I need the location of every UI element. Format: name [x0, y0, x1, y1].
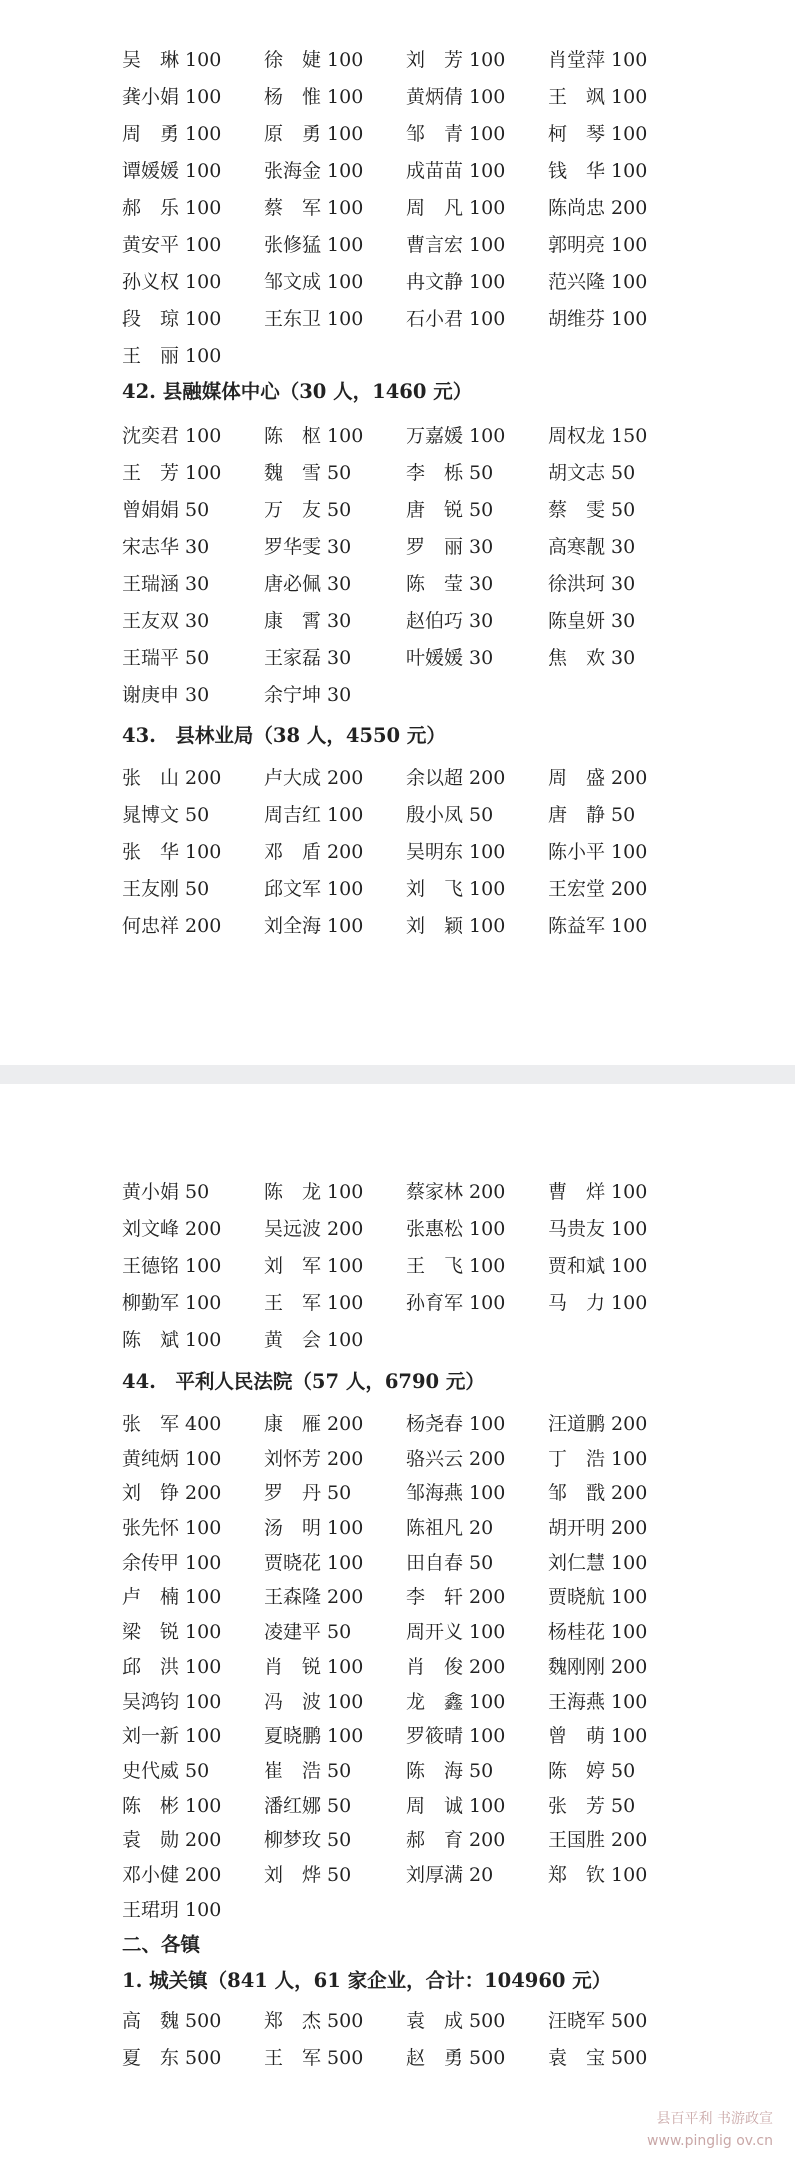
donor-entry: 余宁坤 30: [264, 684, 352, 706]
donor-entry: 郭明亮 100: [548, 234, 648, 256]
donor-entry: 魏 雪 50: [264, 462, 352, 484]
donor-entry: 骆兴云 200: [406, 1447, 506, 1470]
donor-entry: 陈 枢 100: [264, 425, 364, 447]
donor-row: [0, 1174, 795, 1211]
donor-entry: 刘 铮 200: [122, 1482, 222, 1505]
donor-row: [0, 2040, 795, 2077]
donor-entry: 梁 锐 100: [122, 1621, 222, 1644]
donor-entry: 蔡 军 100: [264, 197, 364, 219]
donor-row: [0, 338, 795, 375]
donor-entry: 王家磊 30: [264, 647, 352, 669]
donor-entry: 罗 丹 50: [264, 1482, 352, 1505]
donor-entry: 吴明东 100: [406, 841, 506, 863]
donor-row: [0, 1546, 795, 1581]
donor-entry: 陈 莹 30: [406, 573, 494, 595]
donor-row: [0, 1511, 795, 1546]
section-heading-43: 43. 县林业局（38 人，4550 元）: [122, 724, 446, 747]
donor-entry: 汪道鹏 200: [548, 1413, 648, 1435]
donor-row: [0, 1685, 795, 1720]
donor-entry: 黄小娟 50: [122, 1181, 210, 1203]
donor-row: [0, 1823, 795, 1858]
watermark-line-2: www.pinglig ov.cn: [647, 2133, 773, 2149]
donor-entry: 孙义权 100: [122, 271, 222, 293]
donor-entry: 刘怀芳 200: [264, 1447, 364, 1470]
donor-entry: 吴鸿钧 100: [122, 1690, 222, 1713]
donor-entry: 段 琼 100: [122, 308, 222, 330]
donor-row: [0, 566, 795, 603]
donor-entry: 王友刚 50: [122, 878, 210, 900]
donor-entry: 袁 宝 500: [548, 2047, 648, 2069]
donor-entry: 高 魏 500: [122, 2010, 222, 2032]
donor-entry: 陈皇妍 30: [548, 610, 636, 632]
section-heading-42: 42. 县融媒体中心（30 人，1460 元）: [122, 380, 473, 403]
donor-entry: 黄纯炳 100: [122, 1447, 222, 1470]
donor-entry: 王瑞平 50: [122, 647, 210, 669]
donor-list-continued: [0, 42, 795, 375]
donor-entry: 刘厚满 20: [406, 1863, 494, 1886]
donor-entry: 赵 勇 500: [406, 2047, 506, 2069]
donor-entry: 卢 楠 100: [122, 1586, 222, 1609]
donor-entry: 陈小平 100: [548, 841, 648, 863]
donor-entry: 刘 芳 100: [406, 49, 506, 71]
donor-entry: 徐洪珂 30: [548, 573, 636, 595]
donor-row: [0, 1285, 795, 1322]
donor-entry: 陈 龙 100: [264, 1181, 364, 1203]
donor-entry: 万 友 50: [264, 499, 352, 521]
donor-entry: 邹 青 100: [406, 123, 506, 145]
document-page-1: [0, 0, 795, 1065]
donor-entry: 肖 锐 100: [264, 1655, 364, 1678]
donor-entry: 吴远波 200: [264, 1218, 364, 1240]
donor-entry: 刘一新 100: [122, 1725, 222, 1748]
donor-entry: 刘 军 100: [264, 1255, 364, 1277]
donor-entry: 陈尚忠 200: [548, 197, 648, 219]
donor-entry: 宋志华 30: [122, 536, 210, 558]
donor-entry: 曹 烊 100: [548, 1181, 648, 1203]
donor-entry: 杨桂花 100: [548, 1621, 648, 1644]
donor-entry: 李 轩 200: [406, 1586, 506, 1609]
donor-entry: 钱 华 100: [548, 160, 648, 182]
donor-entry: 周 凡 100: [406, 197, 506, 219]
donor-entry: 冯 波 100: [264, 1690, 364, 1713]
donor-entry: 丁 浩 100: [548, 1447, 648, 1470]
donor-entry: 王德铭 100: [122, 1255, 222, 1277]
donor-entry: 殷小凤 50: [406, 804, 494, 826]
donor-entry: 郑 钦 100: [548, 1863, 648, 1886]
donor-entry: 唐 锐 50: [406, 499, 494, 521]
donor-entry: 贾晓花 100: [264, 1551, 364, 1574]
donor-entry: 袁 勋 200: [122, 1829, 222, 1852]
donor-entry: 王 飒 100: [548, 86, 648, 108]
donor-row: [0, 1322, 795, 1359]
donor-entry: 曹言宏 100: [406, 234, 506, 256]
donor-row: [0, 116, 795, 153]
donor-entry: 赵伯巧 30: [406, 610, 494, 632]
donor-entry: 周权龙 150: [548, 425, 648, 447]
donor-list-42: [0, 418, 795, 714]
donor-entry: 肖 俊 200: [406, 1655, 506, 1678]
donor-entry: 叶媛媛 30: [406, 647, 494, 669]
donor-entry: 孙育军 100: [406, 1292, 506, 1314]
donor-entry: 肖堂萍 100: [548, 49, 648, 71]
donor-row: [0, 1893, 795, 1928]
donor-entry: 史代威 50: [122, 1759, 210, 1782]
donor-entry: 龙 鑫 100: [406, 1690, 506, 1713]
donor-row: [0, 603, 795, 640]
donor-row: [0, 418, 795, 455]
donor-entry: 高寒靓 30: [548, 536, 636, 558]
donor-entry: 唐 静 50: [548, 804, 636, 826]
donor-entry: 邹海燕 100: [406, 1482, 506, 1505]
donor-entry: 夏 东 500: [122, 2047, 222, 2069]
donor-entry: 曾 萌 100: [548, 1725, 648, 1748]
donor-entry: 原 勇 100: [264, 123, 364, 145]
donor-row: [0, 797, 795, 834]
donor-row: [0, 908, 795, 945]
donor-entry: 贾晓航 100: [548, 1586, 648, 1609]
donor-row: [0, 153, 795, 190]
donor-entry: 张修猛 100: [264, 234, 364, 256]
donor-entry: 王宏堂 200: [548, 878, 648, 900]
donor-entry: 王瑞涵 30: [122, 573, 210, 595]
donor-entry: 王海燕 100: [548, 1690, 648, 1713]
donor-entry: 张 芳 50: [548, 1794, 636, 1817]
donor-entry: 刘 烨 50: [264, 1863, 352, 1886]
donor-entry: 周吉红 100: [264, 804, 364, 826]
donor-entry: 刘 飞 100: [406, 878, 506, 900]
donor-row: [0, 1407, 795, 1442]
donor-entry: 胡开明 200: [548, 1517, 648, 1540]
donor-entry: 郝 育 200: [406, 1829, 506, 1852]
donor-entry: 邓小健 200: [122, 1863, 222, 1886]
donor-row: [0, 227, 795, 264]
donor-entry: 邱 洪 100: [122, 1655, 222, 1678]
donor-entry: 蔡家林 200: [406, 1181, 506, 1203]
donor-entry: 袁 成 500: [406, 2010, 506, 2032]
donor-row: [0, 1442, 795, 1477]
donor-entry: 罗筱晴 100: [406, 1725, 506, 1748]
donor-entry: 黄 会 100: [264, 1329, 364, 1351]
donor-entry: 李 栎 50: [406, 462, 494, 484]
donor-entry: 罗 丽 30: [406, 536, 494, 558]
donor-entry: 成苗苗 100: [406, 160, 506, 182]
donor-row: [0, 1719, 795, 1754]
donor-entry: 余以超 200: [406, 767, 506, 789]
donor-entry: 万嘉媛 100: [406, 425, 506, 447]
donor-entry: 王 飞 100: [406, 1255, 506, 1277]
donor-entry: 冉文静 100: [406, 271, 506, 293]
donor-entry: 黄安平 100: [122, 234, 222, 256]
donor-row: [0, 760, 795, 797]
donor-entry: 王 芳 100: [122, 462, 222, 484]
donor-row: [0, 79, 795, 116]
donor-entry: 王 丽 100: [122, 345, 222, 367]
donor-entry: 何忠祥 200: [122, 915, 222, 937]
donor-entry: 崔 浩 50: [264, 1759, 352, 1782]
donor-entry: 范兴隆 100: [548, 271, 648, 293]
donor-entry: 张海金 100: [264, 160, 364, 182]
donor-entry: 凌建平 50: [264, 1621, 352, 1644]
donor-row: [0, 492, 795, 529]
donor-entry: 吴 琳 100: [122, 49, 222, 71]
donor-entry: 邹 戬 200: [548, 1482, 648, 1505]
donor-row: [0, 190, 795, 227]
watermark-line-1: 县百平利 书游政宣: [656, 2111, 773, 2127]
donor-entry: 胡维芬 100: [548, 308, 648, 330]
donor-entry: 马贵友 100: [548, 1218, 648, 1240]
donor-entry: 王东卫 100: [264, 308, 364, 330]
donor-entry: 王森隆 200: [264, 1586, 364, 1609]
donor-row: [0, 301, 795, 338]
watermark-logo: [647, 2108, 773, 2152]
donor-entry: 夏晓鹏 100: [264, 1725, 364, 1748]
donor-entry: 陈 海 50: [406, 1759, 494, 1782]
donor-entry: 王国胜 200: [548, 1829, 648, 1852]
donor-list-44: [0, 1407, 795, 1927]
section-heading-44: 44. 平利人民法院（57 人，6790 元）: [122, 1370, 485, 1393]
donor-entry: 汤 明 100: [264, 1517, 364, 1540]
donor-row: [0, 264, 795, 301]
donor-row: [0, 640, 795, 677]
donor-entry: 柳梦玫 50: [264, 1829, 352, 1852]
section-heading-town-1: 1. 城关镇（841 人，61 家企业，合计：104960 元）: [122, 1969, 612, 1992]
donor-entry: 陈 斌 100: [122, 1329, 222, 1351]
donor-entry: 田自春 50: [406, 1551, 494, 1574]
donor-row: [0, 834, 795, 871]
donor-row: [0, 1650, 795, 1685]
donor-entry: 张 山 200: [122, 767, 222, 789]
donor-entry: 杨尧春 100: [406, 1413, 506, 1435]
donor-row: [0, 1754, 795, 1789]
donor-entry: 龚小娟 100: [122, 86, 222, 108]
donor-entry: 邹文成 100: [264, 271, 364, 293]
donor-entry: 潘红娜 50: [264, 1794, 352, 1817]
donor-entry: 焦 欢 30: [548, 647, 636, 669]
donor-row: [0, 1476, 795, 1511]
section-heading-towns: 二、各镇: [122, 1933, 201, 1956]
donor-entry: 徐 婕 100: [264, 49, 364, 71]
donor-entry: 蔡 雯 50: [548, 499, 636, 521]
donor-entry: 周 勇 100: [122, 123, 222, 145]
donor-entry: 黄炳倩 100: [406, 86, 506, 108]
donor-row: [0, 1580, 795, 1615]
donor-entry: 张惠松 100: [406, 1218, 506, 1240]
donor-entry: 王友双 30: [122, 610, 210, 632]
donor-entry: 郑 杰 500: [264, 2010, 364, 2032]
donor-entry: 柳勤军 100: [122, 1292, 222, 1314]
donor-entry: 刘全海 100: [264, 915, 364, 937]
donor-entry: 邱文军 100: [264, 878, 364, 900]
donor-entry: 陈 婷 50: [548, 1759, 636, 1782]
donor-row: [0, 529, 795, 566]
donor-entry: 柯 琴 100: [548, 123, 648, 145]
donor-entry: 邓 盾 200: [264, 841, 364, 863]
donor-entry: 周 盛 200: [548, 767, 648, 789]
donor-row: [0, 871, 795, 908]
donor-entry: 汪晓军 500: [548, 2010, 648, 2032]
donor-entry: 杨 惟 100: [264, 86, 364, 108]
donor-entry: 卢大成 200: [264, 767, 364, 789]
document-page-2: [0, 1084, 795, 2162]
donor-row: [0, 1789, 795, 1824]
donor-entry: 魏刚刚 200: [548, 1655, 648, 1678]
donor-entry: 郝 乐 100: [122, 197, 222, 219]
donor-entry: 康 霄 30: [264, 610, 352, 632]
donor-entry: 刘文峰 200: [122, 1218, 222, 1240]
donor-entry: 王珺玥 100: [122, 1898, 222, 1921]
donor-entry: 胡文志 50: [548, 462, 636, 484]
donor-entry: 陈 彬 100: [122, 1794, 222, 1817]
donor-entry: 王 军 500: [264, 2047, 364, 2069]
donor-entry: 沈奕君 100: [122, 425, 222, 447]
donor-entry: 谢庚申 30: [122, 684, 210, 706]
donor-entry: 石小君 100: [406, 308, 506, 330]
donor-row: [0, 1248, 795, 1285]
donor-entry: 谭媛媛 100: [122, 160, 222, 182]
donor-entry: 周 诚 100: [406, 1794, 506, 1817]
donor-row: [0, 677, 795, 714]
donor-entry: 余传甲 100: [122, 1551, 222, 1574]
donor-entry: 康 雁 200: [264, 1413, 364, 1435]
donor-entry: 陈祖凡 20: [406, 1517, 494, 1540]
donor-row: [0, 455, 795, 492]
donor-row: [0, 1858, 795, 1893]
donor-entry: 罗华雯 30: [264, 536, 352, 558]
donor-row: [0, 1615, 795, 1650]
donor-entry: 王 军 100: [264, 1292, 364, 1314]
donor-entry: 张先怀 100: [122, 1517, 222, 1540]
donor-row: [0, 42, 795, 79]
donor-entry: 贾和斌 100: [548, 1255, 648, 1277]
donor-entry: 唐必佩 30: [264, 573, 352, 595]
donor-entry: 周开义 100: [406, 1621, 506, 1644]
donor-entry: 晁博文 50: [122, 804, 210, 826]
donor-list-43-continued: [0, 1174, 795, 1359]
donor-entry: 张 军 400: [122, 1413, 222, 1435]
donor-list-town-1: [0, 2003, 795, 2077]
donor-entry: 刘仁慧 100: [548, 1551, 648, 1574]
donor-entry: 刘 颖 100: [406, 915, 506, 937]
donor-list-43: [0, 760, 795, 945]
donor-row: [0, 2003, 795, 2040]
donor-entry: 陈益军 100: [548, 915, 648, 937]
donor-row: [0, 1211, 795, 1248]
donor-entry: 曾娟娟 50: [122, 499, 210, 521]
donor-entry: 马 力 100: [548, 1292, 648, 1314]
donor-entry: 张 华 100: [122, 841, 222, 863]
